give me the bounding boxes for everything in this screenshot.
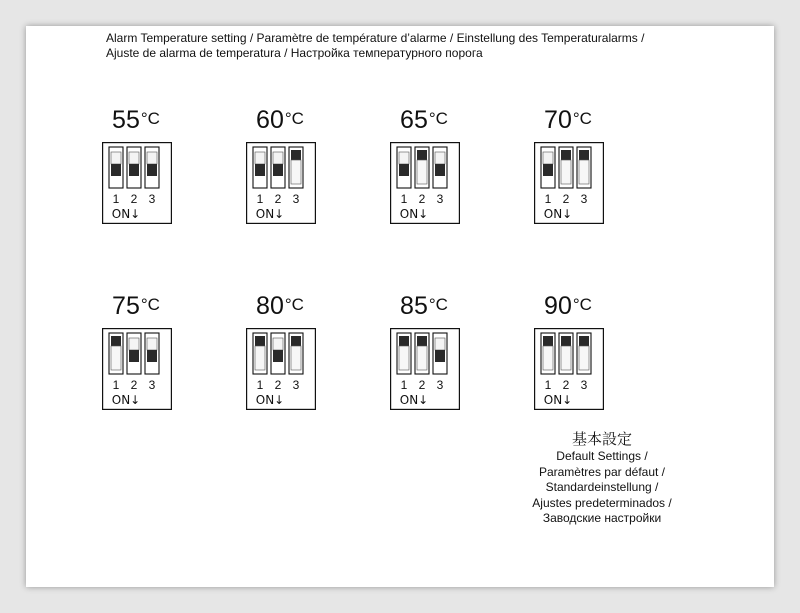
- heading-line-1: Alarm Temperature setting / Paramètre de température d’alarme / Einstellung des Temperaturalarms /: [106, 31, 645, 45]
- switch-lever-light: [399, 346, 409, 370]
- switch-lever-light: [417, 346, 427, 370]
- switch-lever-light: [579, 346, 589, 370]
- switch-number: 1: [112, 192, 120, 206]
- switch-lever-light: [111, 152, 121, 164]
- temperature-label: [364, 106, 484, 134]
- temperature-label: [76, 106, 196, 134]
- dip-switch: [534, 328, 604, 410]
- switch-lever-dark: [147, 164, 157, 176]
- temperature-label: [76, 292, 196, 320]
- dip-switch: [102, 328, 172, 410]
- temperature-label: [364, 292, 484, 320]
- default-note-line: Default Settings /: [556, 449, 648, 463]
- switch-number: 2: [562, 192, 570, 206]
- switch-lever-light: [273, 152, 283, 164]
- switch-lever-light: [129, 152, 139, 164]
- switch-lever-dark: [273, 164, 283, 176]
- switch-lever-light: [561, 160, 571, 184]
- switch-number: 1: [256, 192, 264, 206]
- switch-number: 2: [130, 378, 138, 392]
- switch-number: 1: [256, 378, 264, 392]
- switch-number: 3: [148, 192, 156, 206]
- switch-lever-dark: [417, 336, 427, 346]
- default-note-title: 基本設定: [571, 430, 632, 448]
- dip-switch: [390, 142, 460, 224]
- temperature-value: 85: [400, 292, 428, 320]
- switch-on-label: ON↓: [399, 393, 429, 407]
- default-note-line: Заводские настройки: [542, 511, 662, 525]
- switch-lever-light: [129, 338, 139, 350]
- dip-switch: [246, 328, 316, 410]
- switch-number: 1: [112, 378, 120, 392]
- switch-on-label: ON↓: [399, 207, 429, 221]
- switch-number: 3: [292, 192, 300, 206]
- switch-lever-dark: [579, 150, 589, 160]
- switch-lever-dark: [435, 164, 445, 176]
- dip-switch: [534, 142, 604, 224]
- switch-number: 2: [418, 192, 426, 206]
- document-page: [26, 26, 774, 587]
- switch-lever-dark: [579, 336, 589, 346]
- switch-lever-light: [543, 346, 553, 370]
- switch-lever-dark: [129, 164, 139, 176]
- switch-lever-dark: [129, 350, 139, 362]
- switch-lever-dark: [111, 164, 121, 176]
- switch-lever-light: [543, 152, 553, 164]
- page-heading: [106, 31, 766, 61]
- temperature-unit: °C: [428, 109, 448, 128]
- switch-number: 3: [580, 192, 588, 206]
- switch-lever-light: [435, 152, 445, 164]
- switch-on-label: ON↓: [111, 393, 141, 407]
- switch-number: 1: [544, 378, 552, 392]
- switch-lever-light: [291, 160, 301, 184]
- dip-switch: [246, 142, 316, 224]
- switch-lever-light: [111, 346, 121, 370]
- switch-lever-light: [417, 160, 427, 184]
- switch-on-label: ON↓: [543, 393, 573, 407]
- temperature-unit: °C: [140, 109, 160, 128]
- temperature-value: 75: [112, 292, 140, 320]
- switch-lever-light: [255, 346, 265, 370]
- switch-lever-dark: [399, 336, 409, 346]
- switch-lever-light: [291, 346, 301, 370]
- switch-lever-light: [399, 152, 409, 164]
- switch-lever-dark: [435, 350, 445, 362]
- switch-number: 1: [400, 192, 408, 206]
- temperature-unit: °C: [428, 295, 448, 314]
- switch-lever-dark: [399, 164, 409, 176]
- temperature-label: [220, 106, 340, 134]
- switch-lever-dark: [273, 350, 283, 362]
- temperature-unit: °C: [572, 109, 592, 128]
- switch-number: 2: [274, 378, 282, 392]
- switch-lever-light: [273, 338, 283, 350]
- default-note-line: Ajustes predeterminados /: [532, 495, 672, 510]
- temperature-value: 80: [256, 292, 284, 320]
- switch-lever-light: [255, 152, 265, 164]
- switch-lever-light: [561, 346, 571, 370]
- switch-number: 2: [418, 378, 426, 392]
- switch-number: 1: [544, 192, 552, 206]
- switch-number: 1: [400, 378, 408, 392]
- switch-on-label: ON↓: [255, 207, 285, 221]
- switch-lever-dark: [561, 150, 571, 160]
- switch-lever-dark: [147, 350, 157, 362]
- switch-number: 3: [292, 378, 300, 392]
- switch-lever-light: [579, 160, 589, 184]
- switch-lever-dark: [111, 336, 121, 346]
- switch-lever-dark: [291, 336, 301, 346]
- temperature-label: [508, 106, 628, 134]
- switch-lever-dark: [543, 164, 553, 176]
- dip-switch: [390, 328, 460, 410]
- temperature-unit: °C: [572, 295, 592, 314]
- switch-lever-light: [435, 338, 445, 350]
- dip-switch: [102, 142, 172, 224]
- switch-on-label: ON↓: [543, 207, 573, 221]
- temperature-label: [220, 292, 340, 320]
- switch-on-label: ON↓: [255, 393, 285, 407]
- switch-number: 3: [436, 192, 444, 206]
- temperature-value: 60: [256, 106, 284, 134]
- temperature-unit: °C: [284, 109, 304, 128]
- switch-lever-dark: [561, 336, 571, 346]
- switch-lever-dark: [543, 336, 553, 346]
- switch-lever-dark: [255, 336, 265, 346]
- temperature-label: [508, 292, 628, 320]
- default-settings-note: [502, 430, 702, 527]
- switch-lever-light: [147, 152, 157, 164]
- switch-number: 2: [130, 192, 138, 206]
- switch-lever-light: [147, 338, 157, 350]
- switch-lever-dark: [291, 150, 301, 160]
- switch-number: 3: [436, 378, 444, 392]
- temperature-value: 90: [544, 292, 572, 320]
- temperature-value: 65: [400, 106, 428, 134]
- switch-on-label: ON↓: [111, 207, 141, 221]
- default-note-line: Standardeinstellung /: [545, 480, 659, 494]
- switch-lever-dark: [255, 164, 265, 176]
- switch-number: 2: [562, 378, 570, 392]
- switch-number: 3: [580, 378, 588, 392]
- switch-number: 2: [274, 192, 282, 206]
- temperature-unit: °C: [140, 295, 160, 314]
- switch-lever-dark: [417, 150, 427, 160]
- temperature-unit: °C: [284, 295, 304, 314]
- temperature-value: 55: [112, 106, 140, 134]
- default-note-line: Paramètres par défaut /: [538, 464, 666, 479]
- temperature-value: 70: [544, 106, 572, 134]
- switch-number: 3: [148, 378, 156, 392]
- heading-line-2: Ajuste de alarma de temperatura / Настройка температурного порога: [106, 46, 483, 60]
